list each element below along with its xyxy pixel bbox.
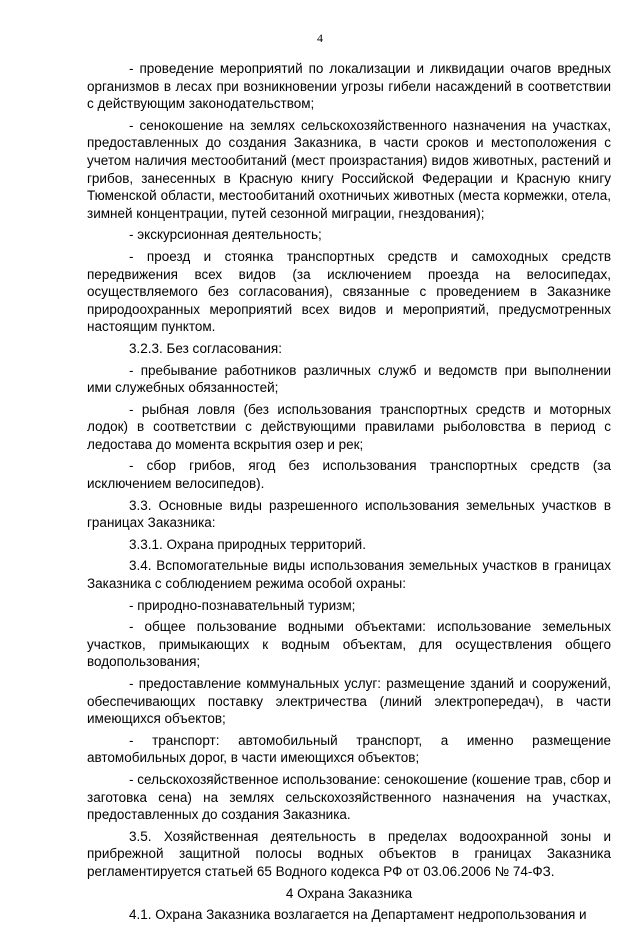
paragraph: - предоставление коммунальных услуг: размещение зданий и сооружений, обеспечивающих поставку электричества (линий электропередач), в части имеющихся объектов; [87, 676, 611, 727]
document-body [87, 60, 611, 928]
page-number: 4 [317, 31, 323, 45]
paragraph: - природно-познавательный туризм; [129, 597, 356, 613]
paragraph: - экскурсионная деятельность; [129, 227, 322, 243]
paragraph: 3.2.3. Без согласования: [129, 340, 282, 356]
paragraph: - сельскохозяйственное использование: сенокошение (кошение трав, сбор и заготовка сена) на землях сельскохозяйственного назначения на участках, предоставленных до создания Заказника. [87, 771, 611, 823]
section-heading: 4 Охрана Заказника [285, 885, 413, 901]
paragraph: 3.4. Вспомогательные виды использования земельных участков в границах Заказника с соблюдением режима особой охраны: [87, 558, 611, 592]
paragraph: - сбор грибов, ягод без использования транспортных средств (за исключением велосипедов). [87, 458, 611, 492]
paragraph: - сенокошение на землях сельскохозяйственного назначения на участках, предоставленных до создания Заказника, в части сроков и местоположения с учетом наличия местообитаний (мест произрастания) видов животных, растений и грибов, занесенных в Красную книгу Российской Федерации и Красную книгу Тюменской области, местообитаний охотничьих животных (места кормежки, отела, зимней концентрации, путей сезонной миграции, гнездования); [87, 117, 611, 221]
paragraph: 3.5. Хозяйственная деятельность в пределах водоохранной зоны и прибрежной защитной полосы водных объектов в границах Заказника регламентируется статьей 65 Водного кодекса РФ от 03.06.2006 № 74-ФЗ. [87, 828, 611, 879]
paragraph: - общее пользование водными объектами: использование земельных участков, примыкающих к водным объектам, для осуществления общего водопользования; [87, 619, 611, 670]
paragraph: - рыбная ловля (без использования транспортных средств и моторных лодок) в соответствии с действующими правилами рыболовства в период с ледостава до момента вскрытия озер и рек; [87, 401, 611, 452]
paragraph: - пребывание работников различных служб и ведомств при выполнении ими служебных обязанностей; [87, 362, 611, 396]
paragraph: - проезд и стоянка транспортных средств и самоходных средств передвижения всех видов (за исключением проезда на велосипедах, осуществляемого без согласования), связанные с проведением в Заказнике природоохранных мероприятий всех видов и мероприятий, предусмотренных настоящим пунктом. [87, 248, 611, 335]
paragraph: 3.3. Основные виды разрешенного использования земельных участков в границах Заказника: [87, 497, 611, 531]
paragraph: 3.3.1. Охрана природных территорий. [129, 536, 366, 552]
paragraph: - проведение мероприятий по локализации и ликвидации очагов вредных организмов в лесах при возникновении угрозы гибели насаждений в соответствии с действующим законодательством; [87, 61, 611, 112]
paragraph: 4.1. Охрана Заказника возлагается на Департамент недропользования и [129, 907, 587, 923]
paragraph: - транспорт: автомобильный транспорт, а именно размещение автомобильных дорог, в части имеющихся объектов; [87, 732, 611, 766]
